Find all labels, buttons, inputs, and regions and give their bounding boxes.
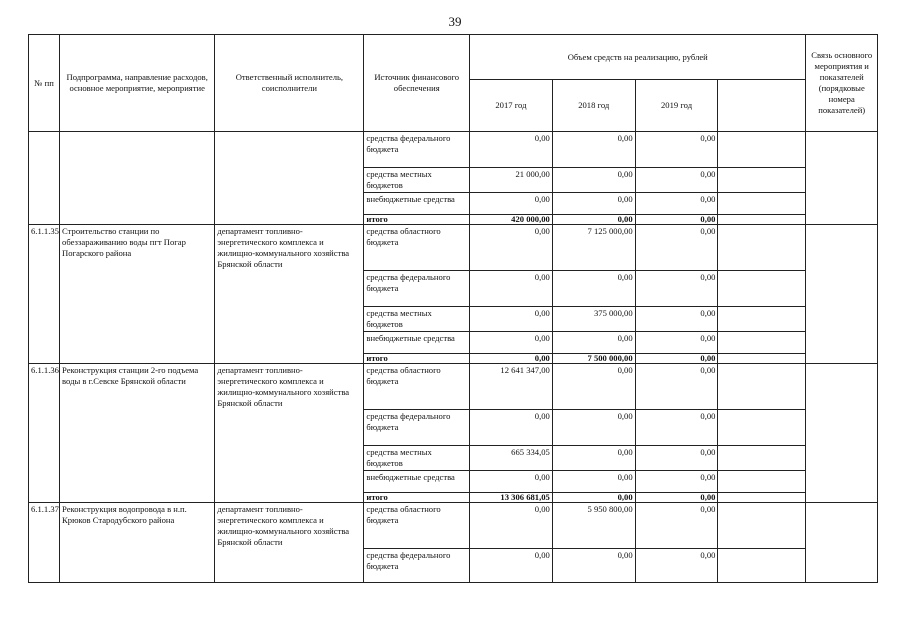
total-2019: 0,00 (635, 354, 718, 364)
source-cell: средства областного бюджета (364, 225, 470, 271)
empty-cell (718, 410, 806, 446)
value-2019: 0,00 (635, 549, 718, 583)
value-2018: 375 000,00 (552, 307, 635, 332)
source-cell: внебюджетные средства (364, 193, 470, 215)
empty-cell (718, 446, 806, 471)
value-2018: 0,00 (552, 446, 635, 471)
source-cell: средства федерального бюджета (364, 132, 470, 168)
header-executor: Ответственный исполнитель, соисполнители (215, 35, 364, 132)
value-2019: 0,00 (635, 471, 718, 493)
total-2019: 0,00 (635, 215, 718, 225)
value-2019: 0,00 (635, 332, 718, 354)
total-label: итого (364, 493, 470, 503)
value-2019: 0,00 (635, 410, 718, 446)
value-2019: 0,00 (635, 503, 718, 549)
num-cell (29, 132, 60, 225)
header-volume: Объем средств на реализацию, рублей (470, 35, 806, 80)
empty-cell (718, 168, 806, 193)
link-cell (806, 225, 878, 364)
link-cell (806, 132, 878, 225)
source-cell: средства местных бюджетов (364, 446, 470, 471)
value-2019: 0,00 (635, 225, 718, 271)
source-cell: средства федерального бюджета (364, 271, 470, 307)
source-cell: средства федерального бюджета (364, 410, 470, 446)
empty-cell (718, 271, 806, 307)
empty-cell (718, 471, 806, 493)
value-2018: 5 950 800,00 (552, 503, 635, 549)
value-2019: 0,00 (635, 364, 718, 410)
value-2017: 0,00 (470, 503, 553, 549)
empty-cell (718, 225, 806, 271)
value-2018: 0,00 (552, 132, 635, 168)
value-2017: 0,00 (470, 332, 553, 354)
empty-cell (718, 354, 806, 364)
value-2018: 0,00 (552, 549, 635, 583)
value-2017: 0,00 (470, 410, 553, 446)
value-2018: 0,00 (552, 364, 635, 410)
empty-cell (718, 307, 806, 332)
empty-cell (718, 332, 806, 354)
header-2019: 2019 год (635, 80, 718, 132)
source-cell: внебюджетные средства (364, 471, 470, 493)
executor-cell (215, 132, 364, 225)
empty-cell (718, 132, 806, 168)
source-cell: внебюджетные средства (364, 332, 470, 354)
total-label: итого (364, 215, 470, 225)
program-cell (60, 132, 215, 225)
executor-cell: департамент топливно-энергетического комплекса и жилищно-коммунального хозяйства Брянской области (215, 225, 364, 364)
num-cell: 6.1.1.35 (29, 225, 60, 364)
value-2018: 0,00 (552, 271, 635, 307)
header-2018: 2018 год (552, 80, 635, 132)
empty-cell (718, 193, 806, 215)
value-2019: 0,00 (635, 307, 718, 332)
header-source: Источник финансового обеспечения (364, 35, 470, 132)
empty-cell (718, 364, 806, 410)
value-2017: 0,00 (470, 193, 553, 215)
value-2018: 0,00 (552, 471, 635, 493)
empty-cell (718, 493, 806, 503)
value-2017: 0,00 (470, 307, 553, 332)
program-cell: Строительство станции по обеззараживанию воды пгт Погар Погарского района (60, 225, 215, 364)
program-cell: Реконструкция станции 2-го подъема воды в г.Севске Брянской области (60, 364, 215, 503)
value-2019: 0,00 (635, 132, 718, 168)
value-2018: 7 125 000,00 (552, 225, 635, 271)
total-2017: 420 000,00 (470, 215, 553, 225)
value-2019: 0,00 (635, 446, 718, 471)
num-cell: 6.1.1.36 (29, 364, 60, 503)
value-2019: 0,00 (635, 168, 718, 193)
value-2017: 21 000,00 (470, 168, 553, 193)
source-cell: средства федерального бюджета (364, 549, 470, 583)
empty-cell (718, 549, 806, 583)
total-2017: 0,00 (470, 354, 553, 364)
value-2017: 0,00 (470, 271, 553, 307)
source-cell: средства местных бюджетов (364, 307, 470, 332)
total-2018: 0,00 (552, 215, 635, 225)
header-num: № пп (29, 35, 60, 132)
value-2017: 0,00 (470, 471, 553, 493)
program-cell: Реконструкция водопровода в н.п. Крюков Стародубского района (60, 503, 215, 583)
header-program: Подпрограмма, направление расходов, основное мероприятие, мероприятие (60, 35, 215, 132)
executor-cell: департамент топливно-энергетического комплекса и жилищно-коммунального хозяйства Брянской области (215, 364, 364, 503)
header-empty (718, 80, 806, 132)
empty-cell (718, 503, 806, 549)
source-cell: средства областного бюджета (364, 364, 470, 410)
total-2019: 0,00 (635, 493, 718, 503)
total-2018: 0,00 (552, 493, 635, 503)
source-cell: средства областного бюджета (364, 503, 470, 549)
value-2017: 0,00 (470, 549, 553, 583)
value-2018: 0,00 (552, 410, 635, 446)
link-cell (806, 364, 878, 503)
link-cell (806, 503, 878, 583)
value-2017: 0,00 (470, 225, 553, 271)
source-cell: средства местных бюджетов (364, 168, 470, 193)
total-label: итого (364, 354, 470, 364)
executor-cell: департамент топливно-энергетического комплекса и жилищно-коммунального хозяйства Брянской области (215, 503, 364, 583)
value-2018: 0,00 (552, 168, 635, 193)
total-2018: 7 500 000,00 (552, 354, 635, 364)
num-cell: 6.1.1.37 (29, 503, 60, 583)
value-2018: 0,00 (552, 332, 635, 354)
header-link: Связь основного мероприятия и показателей (порядковые номера показателей) (806, 35, 878, 132)
value-2017: 12 641 347,00 (470, 364, 553, 410)
total-2017: 13 306 681,05 (470, 493, 553, 503)
value-2018: 0,00 (552, 193, 635, 215)
budget-table (28, 34, 878, 583)
value-2017: 665 334,05 (470, 446, 553, 471)
page-number: 39 (448, 14, 462, 29)
header-2017: 2017 год (470, 80, 553, 132)
value-2019: 0,00 (635, 271, 718, 307)
value-2017: 0,00 (470, 132, 553, 168)
value-2019: 0,00 (635, 193, 718, 215)
empty-cell (718, 215, 806, 225)
